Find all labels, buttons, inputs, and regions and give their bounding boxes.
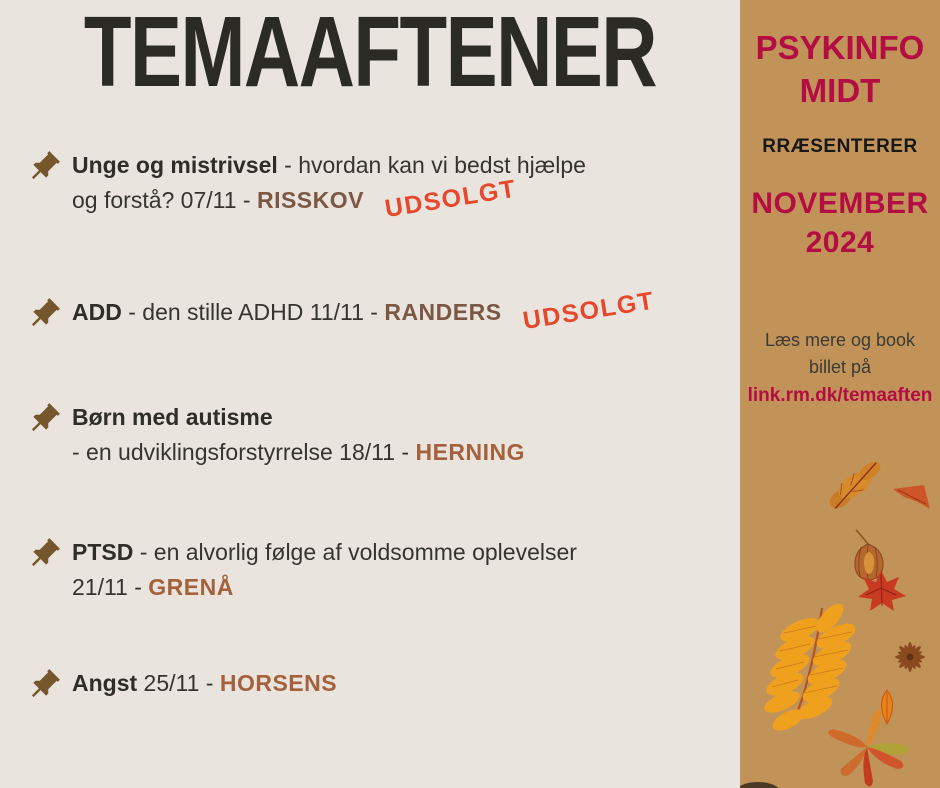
- event-topic: ADD: [72, 299, 122, 325]
- autumn-leaves-decoration: [740, 458, 940, 788]
- pushpin-icon: [26, 401, 62, 437]
- event-text: [72, 535, 577, 605]
- brand-line1: PSYKINFO: [755, 29, 925, 66]
- physalis-pod-image: [855, 530, 883, 580]
- month-label: [740, 184, 940, 262]
- event-date: og forstå? 07/11 -: [72, 187, 257, 213]
- booking-link: link.rm.dk/temaaften: [747, 385, 933, 406]
- event-city: RANDERS: [384, 299, 502, 325]
- event-topic: PTSD: [72, 539, 134, 565]
- booking-line2: billet på: [808, 357, 872, 377]
- small-orange-leaf-image: [882, 690, 893, 724]
- event-topic: Unge og mistrivsel: [72, 152, 278, 178]
- event-city: RISSKOV: [256, 187, 364, 213]
- event-item-boern-med-autisme: [26, 400, 726, 470]
- dark-leaf-corner-image: [740, 782, 780, 788]
- sidebar: [740, 0, 940, 788]
- event-city: HERNING: [415, 439, 526, 465]
- pushpin-icon: [26, 536, 62, 572]
- event-topic: Angst: [72, 670, 138, 696]
- pushpin-icon: [26, 149, 62, 185]
- rowan-leaf-image: [761, 599, 858, 735]
- event-description: - den stille ADHD 11/11 -: [121, 299, 385, 325]
- oak-leaf-image: [823, 458, 887, 512]
- creeper-leaf-image: [827, 709, 909, 787]
- event-text: [72, 400, 525, 470]
- event-item-add: [26, 286, 726, 336]
- event-text: [72, 286, 658, 336]
- booking-line1: Læs mere og book: [764, 330, 916, 350]
- event-description: - en alvorlig følge af voldsomme oplevelser: [133, 539, 577, 565]
- event-text: [72, 148, 586, 224]
- brand-title: [740, 26, 940, 112]
- poster-title: TEMAAFTENER: [83, 0, 657, 108]
- star-anise-image: [895, 642, 925, 672]
- event-description: - hvordan kan vi bedst hjælpe: [277, 152, 586, 178]
- booking-info: [740, 327, 940, 409]
- event-city: GRENÅ: [148, 574, 234, 600]
- red-leaf-fragment-image: [893, 485, 930, 509]
- event-topic: Børn med autisme: [72, 404, 273, 430]
- sold-out-stamp: UDSOLGT: [520, 286, 657, 336]
- event-item-angst: [26, 666, 726, 703]
- event-item-ptsd: [26, 535, 726, 605]
- brand-line2: MIDT: [799, 72, 881, 109]
- month-name: NOVEMBER: [751, 187, 929, 220]
- event-city: HORSENS: [219, 670, 338, 696]
- sold-out-stamp: UDSOLGT: [382, 174, 519, 224]
- presents-label: RRÆSENTERER: [762, 136, 918, 157]
- event-item-unge-og-mistrivsel: [26, 148, 726, 224]
- event-description: - en udviklingsforstyrrelse 18/11 -: [72, 439, 416, 465]
- pushpin-icon: [26, 667, 62, 703]
- pushpin-icon: [26, 296, 62, 332]
- event-date: 25/11 -: [137, 670, 220, 696]
- event-text: [72, 666, 337, 701]
- month-year: 2024: [805, 226, 875, 259]
- event-date: 21/11 -: [72, 574, 149, 600]
